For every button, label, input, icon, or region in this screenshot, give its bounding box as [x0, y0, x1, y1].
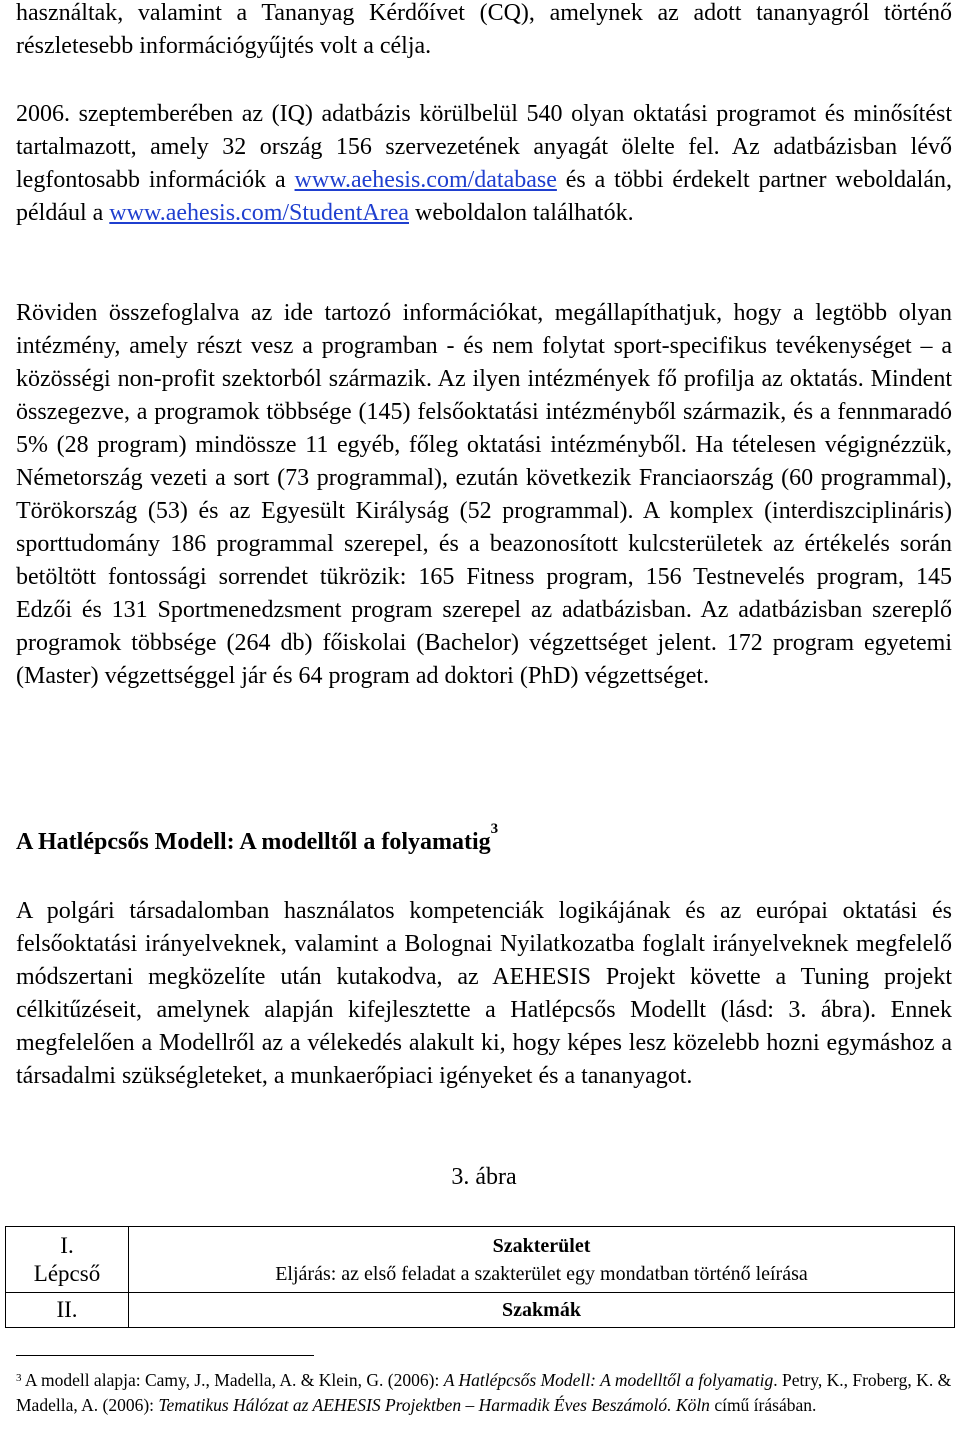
- paragraph-model: A polgári társadalomban használatos kompetenciák logikájának és az európai oktatási és felsőoktatási irányelveknek, valamint a Bolognai Nyilatkozatba foglalt irányelveknek megfelelő módszertani megközelíte után kutakodva, az AEHESIS Projekt követte a Tuning projekt célkitűzéseit, amelynek alapján kifejlesztette a Hatlépcsős Modellt (lásd: 3. ábra). Ennek megfelelően a Modellről az a vélekedés alakult ki, hogy képes lesz közelebb hozni egymáshoz a társadalmi szükségleteket, a munkaerőpiaci igényeket és a tananyagot.: [16, 898, 952, 1089]
- step-word: Lépcső: [33, 1260, 101, 1286]
- step-content-cell: [129, 1227, 955, 1293]
- footnote-divider: [16, 1355, 314, 1356]
- footnote: [16, 1368, 952, 1418]
- footnote-text-a: A modell alapja: Camy, J., Madella, A. & Klein, G. (2006):: [21, 1370, 444, 1390]
- paragraph-database-text-c: weboldalon találhatók.: [409, 200, 634, 226]
- paragraph-database-text-a: 2006. szeptemberében az (IQ) adatbázis körülbelül 540 olyan oktatási programot és minősítést tartalmazott, amely 32 ország 156 szervezetének anyagát ölelte fel. Az adatbázisban lévő legfontosabb információk a: [16, 101, 952, 193]
- paragraph-database: [16, 98, 952, 230]
- step-title: Szakmák: [502, 1299, 581, 1321]
- step-number: I.: [60, 1232, 74, 1258]
- link-student-area[interactable]: www.aehesis.com/StudentArea: [109, 200, 409, 226]
- section-heading-text: A Hatlépcsős Modell: A modelltől a folyamatig: [16, 829, 491, 855]
- step-title: Szakterület: [492, 1234, 591, 1257]
- step-label-cell: [6, 1293, 129, 1328]
- paragraph-intro: használtak, valamint a Tananyag Kérdőívet (CQ), amelynek az adott tananyagról történő részletesebb információgyűjtés volt a célja.: [16, 0, 952, 59]
- footnote-title-1: A Hatlépcsős Modell: A modelltől a folyamatig: [443, 1370, 774, 1390]
- section-heading: [16, 821, 952, 859]
- link-database[interactable]: www.aehesis.com/database: [294, 167, 557, 193]
- step-number: II.: [56, 1297, 78, 1322]
- heading-footnote-mark[interactable]: 3: [490, 821, 499, 837]
- figure-caption: 3. ábra: [451, 1164, 517, 1190]
- step-content-cell: [129, 1293, 955, 1328]
- footnote-title-2: Tematikus Hálózat az AEHESIS Projektben – Harmadik Éves Beszámoló. Köln: [158, 1395, 710, 1415]
- step-label-cell: [6, 1227, 129, 1293]
- step-description: Eljárás: az első feladat a szakterület egy mondatban történő leírása: [275, 1262, 808, 1285]
- table-row: [6, 1227, 955, 1293]
- table-row: [6, 1293, 955, 1328]
- paragraph-database-text-b: és a többi érdekelt partner weboldalán, például a: [16, 167, 952, 226]
- footnote-text-c: című írásában.: [709, 1395, 817, 1415]
- model-steps-table: [5, 1226, 955, 1328]
- footnote-mark: 3: [16, 1372, 22, 1384]
- paragraph-summary: Röviden összefoglalva az ide tartozó információkat, megállapíthatjuk, hogy a legtöbb olyan intézmény, amely részt vesz a programban - és nem folytat sport-specifikus tevékenységet – a közösségi non-profit szektorból származik. Az ilyen intézmények fő profilja az oktatás. Mindent összegezve, a programok többsége (145) felsőoktatási intézményből származik, és a fennmaradó 5% (28 program) mindössze 11 egyéb, főleg oktatási intézményből. Ha tételesen végignézzük, Németország vezeti a sort (73 programmal), ezután következik Franciaország (60 programmal), Törökország (53) és az Egyesült Királyság (52 programmal). A komplex (interdiszciplináris) sporttudomány 186 programmal szerepel, és a beazonosított kulcsterületek az értékelés során betöltött fontossági sorrendet tükrözik: 165 Fitness program, 156 Testnevelés program, 145 Edzői és 131 Sportmenedzsment program szerepel az adatbázisban. Az adatbázisban szereplő programok többsége (264 db) főiskolai (Bachelor) végzettséget jelent. 172 program egyetemi (Master) végzettséggel jár és 64 program ad doktori (PhD) végzettséget.: [16, 300, 952, 689]
- footnote-text-b: . Petry, K., Froberg, K. & Madella, A. (2006):: [16, 1370, 952, 1415]
